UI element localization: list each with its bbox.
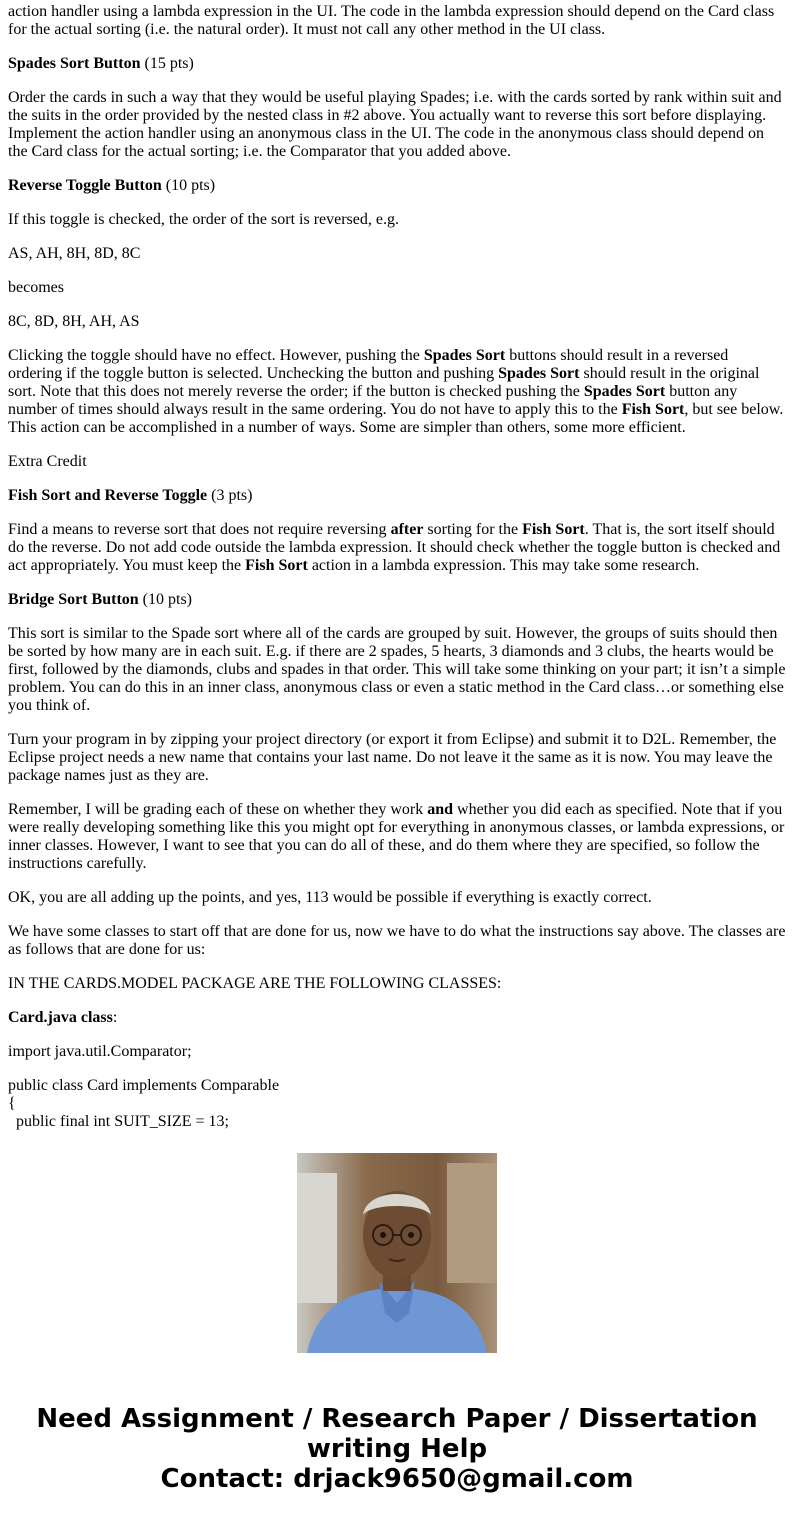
code-import: import java.util.Comparator;	[8, 1043, 192, 1060]
points-paragraph: OK, you are all adding up the points, and yes, 113 would be possible if everything is exactly correct.	[8, 889, 652, 906]
spades-heading	[8, 55, 786, 73]
turn-in-paragraph: Turn your program in by zipping your project directory (or export it from Eclipse) and submit it to D2L. Remember, the Eclipse project needs a new name that contains your last name. Do not leave it the same as it is now. You may leave the package names just as they are.	[8, 731, 777, 784]
spades-description: Order the cards in such a way that they would be useful playing Spades; i.e. with the cards sorted by rank within suit and the suits in the order provided by the nested class in #2 above. You actually want to reverse this sort before displaying. Implement the action handler using an anonymous class in the UI. The code in the anonymous class should depend on the Card class for the actual sorting; i.e. the Comparator that you added above.	[8, 89, 782, 160]
text-run: . That is, the sort itself should do the reverse. Do not add code outside the lambda expression. It should check whether the toggle button is checked and act appropriately. You must keep the	[8, 521, 781, 574]
example-after: 8C, 8D, 8H, AH, AS	[8, 313, 140, 330]
text-run: sorting for the	[423, 521, 523, 538]
footer-line-2: writing Help	[306, 1434, 488, 1464]
person-photo-icon	[297, 1153, 497, 1353]
grading-paragraph	[8, 801, 786, 873]
package-heading: IN THE CARDS.MODEL PACKAGE ARE THE FOLLOWING CLASSES:	[8, 975, 502, 992]
toggle-behavior-paragraph	[8, 347, 786, 437]
text-run: action in a lambda expression. This may take some research.	[307, 557, 700, 574]
text-run: should result in the original sort. Note that this does not merely reverse the order; if the button is checked pushing the	[8, 365, 760, 400]
fish-heading	[8, 487, 786, 505]
text-run: Clicking the toggle should have no effect. However, pushing the	[8, 347, 424, 364]
example-before: AS, AH, 8H, 8D, 8C	[8, 245, 141, 262]
text-run: , but see below. This action can be accomplished in a number of ways. Some are simpler than others, some more efficient.	[8, 401, 784, 436]
bold-run: Spades Sort	[423, 347, 506, 364]
text-run: Find a means to reverse sort that does not require reversing	[8, 521, 391, 538]
bridge-heading	[8, 591, 786, 609]
footer-contact-email: Contact: drjack9650@gmail.com	[160, 1464, 634, 1494]
document-body	[8, 3, 786, 1130]
colon: :	[112, 1009, 118, 1026]
bold-run: after	[390, 521, 424, 538]
bold-run: Fish Sort	[522, 521, 585, 538]
bridge-heading-points: (10 pts)	[138, 591, 192, 608]
spades-heading-title: Spades Sort Button	[8, 55, 141, 72]
paragraph-intro: action handler using a lambda expression in the UI. The code in the lambda expression should depend on the Card class for the actual sorting (i.e. the natural order). It must not call any other method in the UI class.	[8, 3, 775, 38]
code-suit-size: public final int SUIT_SIZE = 13;	[8, 1113, 229, 1130]
card-java-heading	[8, 1009, 786, 1027]
card-java-title: Card.java class	[8, 1009, 113, 1026]
reverse-heading	[8, 177, 786, 195]
bold-run: Spades Sort	[498, 365, 580, 382]
bridge-description: This sort is similar to the Spade sort where all of the cards are grouped by suit. However, the groups of suits should then be sorted by how many are in each suit. E.g. if there are 2 spades, 5 hearts, 3 diamonds and 3 clubs, the hearts would be first, followed by the diamonds, clubs and spades in that order. This will take some thinking on your part; it isn’t a simple problem. You can do this in an inner class, anonymous class or even a static method in the Card class…or something else you think of.	[8, 625, 786, 714]
footer-line-1: Need Assignment / Research Paper / Dissertation	[36, 1404, 758, 1434]
bold-run: Spades Sort	[583, 383, 666, 400]
text-run: whether you did each as specified. Note that if you were really developing something like this you might opt for everything in anonymous classes, or lambda expressions, or inner classes. However, I want to see that you can do all of these, and do them where they are specified, so follow the instructions carefully.	[8, 801, 785, 872]
text-run: button any number of times should always result in the same ordering. You do not have to apply this to the	[8, 383, 738, 418]
bold-run: and	[427, 801, 454, 818]
reverse-heading-title: Reverse Toggle Button	[8, 177, 162, 194]
code-open-brace: {	[8, 1095, 16, 1112]
spades-heading-points: (15 pts)	[140, 55, 194, 72]
reverse-heading-points: (10 pts)	[161, 177, 216, 194]
text-run: buttons should result in a reversed ordering if the toggle button is selected. Unchecking the button and pushing	[8, 347, 729, 382]
becomes-text: becomes	[8, 279, 64, 296]
code-class-declaration: public class Card implements Comparable	[8, 1077, 280, 1094]
text-run: Remember, I will be grading each of these on whether they work	[8, 801, 428, 818]
extra-credit-heading: Extra Credit	[8, 453, 87, 470]
bold-run: Fish Sort	[621, 401, 685, 418]
bridge-heading-title: Bridge Sort Button	[8, 591, 139, 608]
classes-paragraph: We have some classes to start off that are done for us, now we have to do what the instructions say above. The classes are as follows that are done for us:	[8, 923, 786, 958]
fish-heading-points: (3 pts)	[207, 487, 253, 504]
contact-footer	[0, 1404, 794, 1494]
fish-heading-title: Fish Sort and Reverse Toggle	[8, 487, 208, 504]
author-photo	[297, 1153, 497, 1353]
bold-run: Fish Sort	[245, 557, 308, 574]
reverse-description: If this toggle is checked, the order of the sort is reversed, e.g.	[8, 211, 399, 228]
fish-description	[8, 521, 786, 575]
